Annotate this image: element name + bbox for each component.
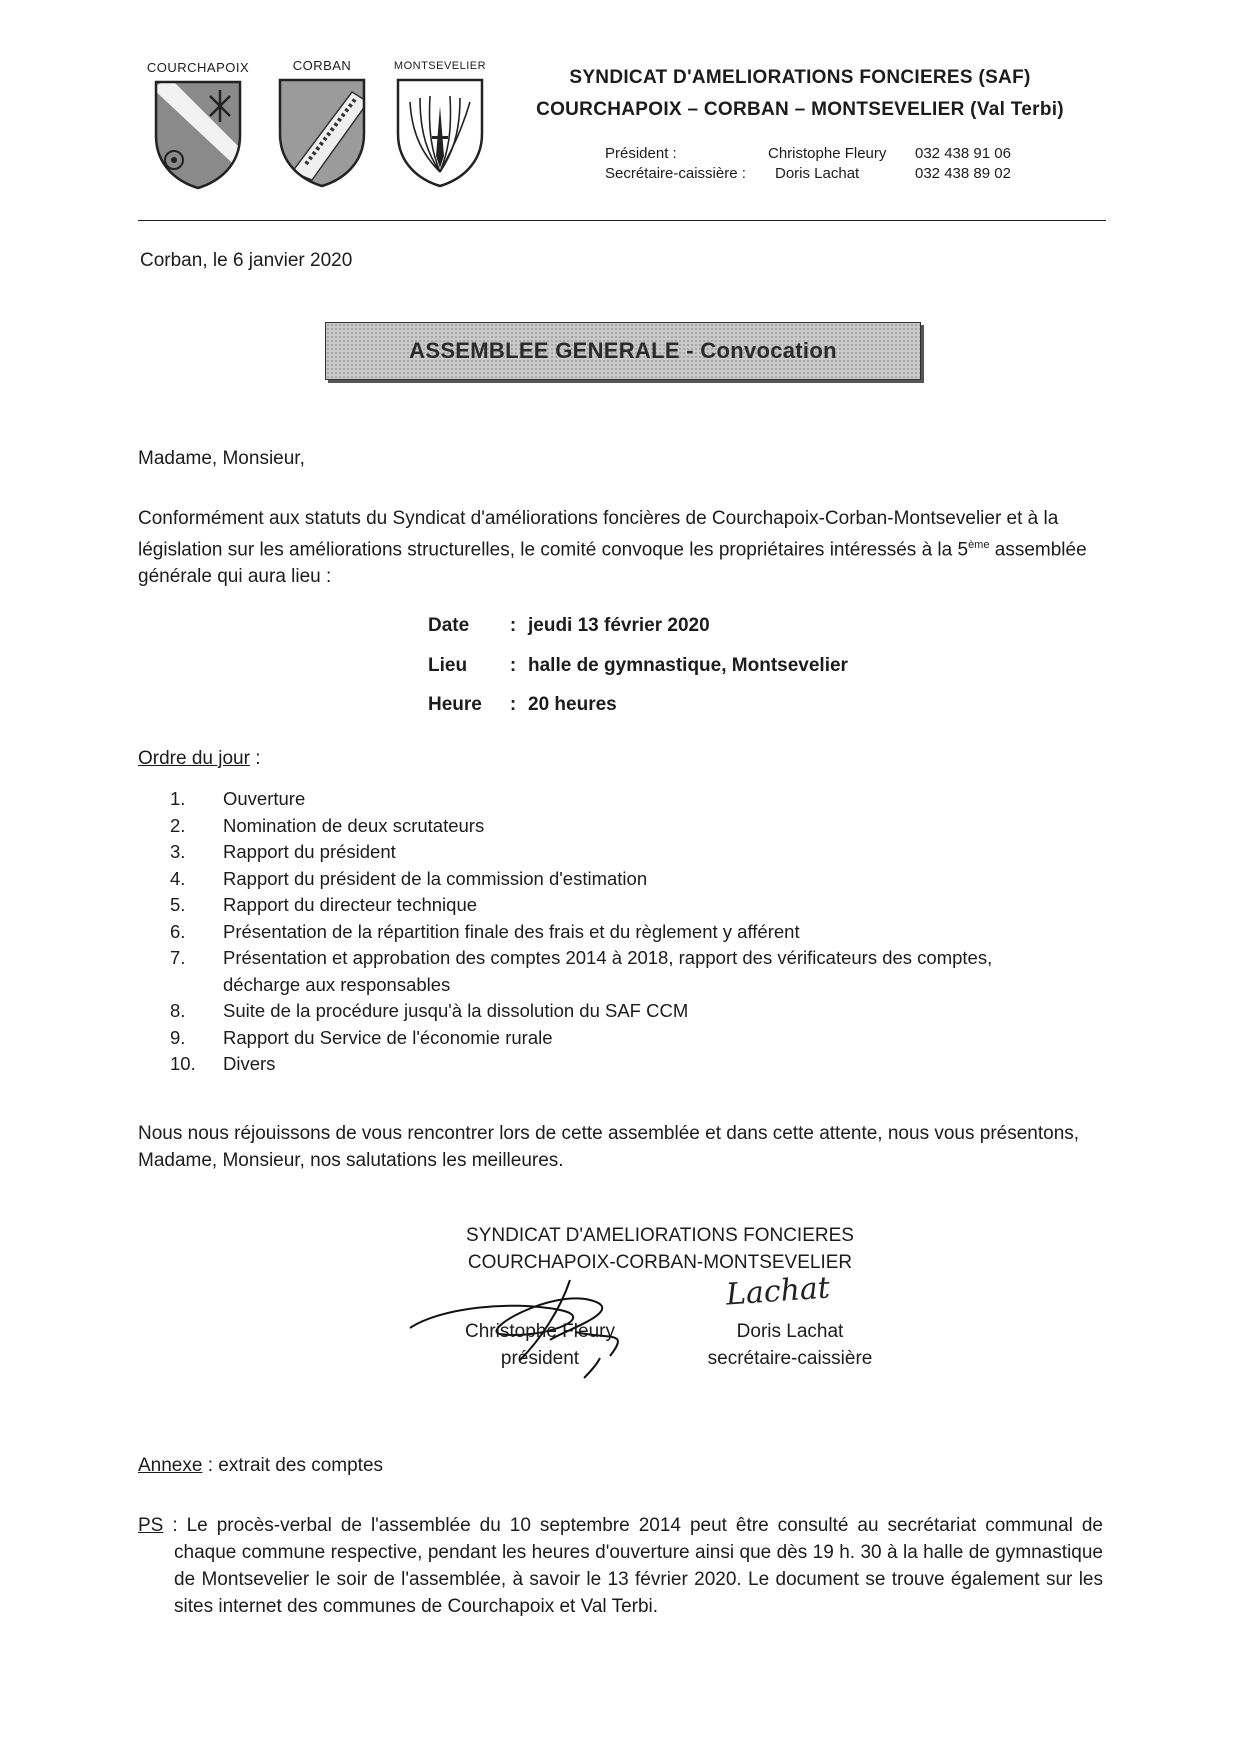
agenda-text: Rapport du président xyxy=(223,841,396,862)
detail-value: jeudi 13 février 2020 xyxy=(528,615,710,636)
agenda-item xyxy=(160,945,1060,998)
detail-place xyxy=(428,651,848,681)
intro-text: Conformément aux statuts du Syndicat d'améliorations foncières de Courchapoix-Corban-Montsevelier et à la législation sur les améliorations structurelles, le comité convoque les propriétaires intéressés à la 5 xyxy=(138,508,1059,561)
detail-time xyxy=(428,690,617,720)
detail-label: Date xyxy=(428,615,470,636)
president-phone: 032 438 91 06 xyxy=(915,145,1011,162)
agenda-text: Présentation et approbation des comptes 2014 à 2018, rapport des vérificateurs des comptes, décharge aux responsables xyxy=(223,947,993,995)
agenda-number: 2. xyxy=(170,814,186,836)
crest-courchapoix xyxy=(143,58,253,190)
president-role: Président : xyxy=(605,145,677,162)
agenda-number: 10. xyxy=(170,1053,196,1074)
document-title: ASSEMBLEE GENERALE - Convocation xyxy=(325,322,921,380)
agenda-text: Nomination de deux scrutateurs xyxy=(223,814,485,836)
agenda-number: 1. xyxy=(170,788,186,809)
signature-lachat-handwritten: Lachat xyxy=(724,1270,831,1313)
agenda-item xyxy=(160,919,1060,946)
intro-paragraph xyxy=(138,505,1103,590)
agenda-text: Rapport du directeur technique xyxy=(223,894,478,915)
detail-colon: : xyxy=(509,655,517,676)
ordinal-suffix: ème xyxy=(968,539,990,551)
montsevelier-coat-of-arms-icon xyxy=(394,76,486,188)
organization-region: COURCHAPOIX – CORBAN – MONTSEVELIER (Val Terbi) xyxy=(536,99,1064,120)
intro-text-end: assemblée générale qui aura lieu : xyxy=(138,539,1087,588)
salutation: Madame, Monsieur, xyxy=(138,448,305,469)
agenda-title: Ordre du jour xyxy=(138,748,250,769)
agenda-text: Rapport du président de la commission d'estimation xyxy=(223,867,648,889)
agenda-item xyxy=(160,1051,1060,1078)
secretary-role: Secrétaire-caissière : xyxy=(605,165,746,182)
agenda-text: Suite de la procédure jusqu'à la dissolution du SAF CCM xyxy=(223,1000,689,1021)
agenda-number: 8. xyxy=(170,1000,186,1021)
secretary-phone: 032 438 89 02 xyxy=(915,165,1011,182)
ps-label: PS xyxy=(138,1515,164,1536)
courchapoix-coat-of-arms-icon xyxy=(152,78,244,190)
place-date: Corban, le 6 janvier 2020 xyxy=(140,250,353,271)
detail-label: Heure xyxy=(428,694,482,715)
agenda-heading xyxy=(138,748,261,770)
postscript xyxy=(138,1512,1103,1620)
detail-value: 20 heures xyxy=(528,694,617,715)
agenda-number: 5. xyxy=(170,894,186,915)
crest-corban xyxy=(267,56,377,188)
agenda-item xyxy=(160,1025,1060,1052)
agenda-number: 6. xyxy=(170,920,186,942)
agenda-title-suffix: : xyxy=(249,748,261,769)
detail-colon: : xyxy=(509,615,517,636)
corban-coat-of-arms-icon xyxy=(276,76,368,188)
annex-text: : extrait des comptes xyxy=(202,1455,384,1476)
detail-date xyxy=(428,611,710,641)
agenda-item xyxy=(160,892,1060,919)
agenda-item xyxy=(160,786,1060,813)
signer-secretary-name: Doris Lachat xyxy=(736,1321,844,1342)
agenda-item xyxy=(160,998,1060,1025)
signer-president-role: président xyxy=(500,1348,580,1369)
agenda-item xyxy=(160,839,1060,866)
secretary-name: Doris Lachat xyxy=(775,165,860,182)
header-divider xyxy=(138,220,1106,221)
signer-secretary-role: secrétaire-caissière xyxy=(707,1348,873,1369)
agenda-number: 4. xyxy=(170,867,186,889)
agenda-number: 3. xyxy=(170,841,186,862)
agenda-item xyxy=(160,813,1060,840)
signature-org-line2: COURCHAPOIX-CORBAN-MONTSEVELIER xyxy=(467,1252,853,1273)
agenda-number: 9. xyxy=(170,1026,186,1048)
crest-label: CORBAN xyxy=(292,58,352,73)
agenda-text: Ouverture xyxy=(223,788,306,809)
agenda-list xyxy=(160,786,1060,1078)
detail-label: Lieu xyxy=(428,655,468,676)
crest-montsevelier xyxy=(385,56,495,188)
agenda-text: Divers xyxy=(223,1053,276,1074)
signer-president-name: Christophe Fleury xyxy=(465,1321,615,1342)
detail-value: halle de gymnastique, Montsevelier xyxy=(528,655,848,676)
signature-org-line1: SYNDICAT D'AMELIORATIONS FONCIERES xyxy=(466,1225,854,1246)
agenda-number: 7. xyxy=(170,947,186,968)
crest-label: COURCHAPOIX xyxy=(146,60,250,75)
ps-text: : Le procès-verbal de l'assemblée du 10 septembre 2014 peut être consulté au secrétariat communal de chaque commune respective, pendant les heures d'ouverture ainsi que dès 19 h. 30 à la halle de gymnastique de Montsevelier le soir de l'assemblée, à savoir le 13 février 2020. Le document se trouve également sur les sites internet des communes de Courchapoix et Val Terbi. xyxy=(163,1515,1103,1617)
agenda-text: Présentation de la répartition finale des frais et du règlement y afférent xyxy=(223,920,800,942)
agenda-item xyxy=(160,866,1060,893)
closing-paragraph: Nous nous réjouissons de vous rencontrer lors de cette assemblée et dans cette attente, nous vous présentons, Madame, Monsieur, nos salutations les meilleures. xyxy=(138,1123,1080,1171)
president-name: Christophe Fleury xyxy=(768,145,887,162)
detail-colon: : xyxy=(509,694,517,715)
agenda-text: Rapport du Service de l'économie rurale xyxy=(223,1026,553,1048)
organization-name: SYNDICAT D'AMELIORATIONS FONCIERES (SAF) xyxy=(569,67,1031,88)
crest-label: MONTSEVELIER xyxy=(393,60,487,72)
annex-line xyxy=(138,1452,1103,1479)
annex-label: Annexe xyxy=(138,1455,203,1476)
